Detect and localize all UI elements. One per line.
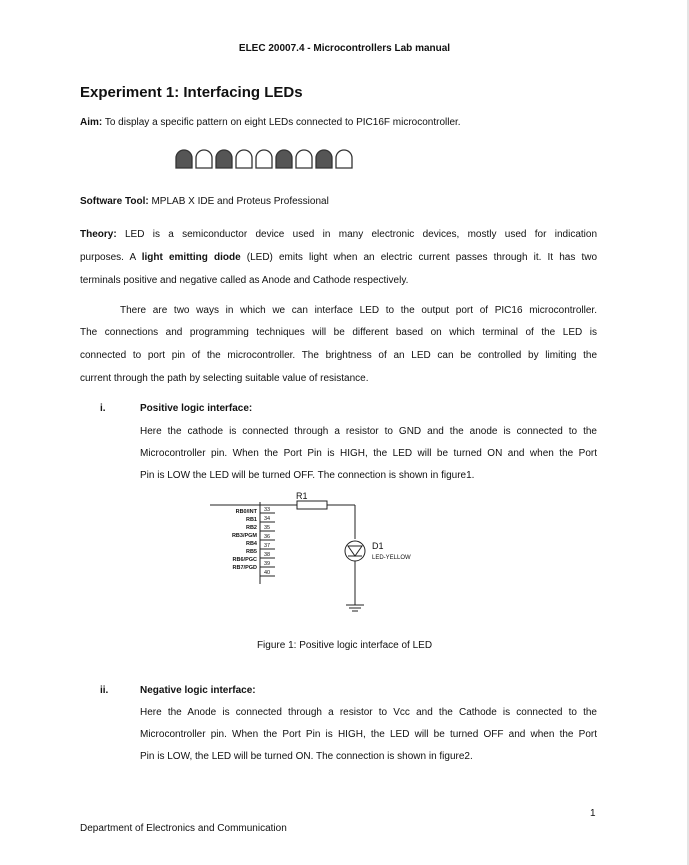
led-icon <box>336 150 352 168</box>
aim-label: Aim: <box>80 117 103 128</box>
figure-caption: Figure 1: Positive logic interface of LED <box>256 640 433 651</box>
aim-line <box>80 117 461 128</box>
item1-line-3: Pin is LOW the LED will be turned OFF. The connection is shown in figure1. <box>140 470 475 481</box>
led-icon <box>316 150 332 168</box>
software-text: MPLAB X IDE and Proteus Professional <box>148 196 329 207</box>
pin-number: 35 <box>264 525 271 531</box>
item2-line-2: Microcontroller pin. When the Port Pin is HIGH, the LED will be turned OFF and when the Port <box>140 729 597 740</box>
para2-line-4: current through the path by selecting suitable value of resistance. <box>80 373 369 384</box>
resistor-icon <box>297 501 327 509</box>
theory-line-2 <box>80 252 597 263</box>
para2-line-3: connected to port pin of the microcontroller. The brightness of an LED can be controlled by limiting the <box>80 350 597 361</box>
page-title: Experiment 1: Interfacing LEDs <box>80 84 303 101</box>
item2-number: ii. <box>100 685 109 696</box>
pin-number: 34 <box>264 516 271 522</box>
item1-line-2: Microcontroller pin. When the Port Pin is HIGH, the LED will be turned ON and when the Port <box>140 448 597 459</box>
pin-name: RB1 <box>245 517 257 523</box>
pin-number: 40 <box>264 570 271 576</box>
item2-line-3: Pin is LOW, the LED will be turned ON. The connection is shown in figure2. <box>140 751 473 762</box>
resistor-label: R1 <box>296 491 308 501</box>
item1-heading: Positive logic interface: <box>140 403 253 414</box>
theory-bold-term: light emitting diode <box>141 252 241 263</box>
pin-name: RB4 <box>245 541 257 547</box>
para2-line-2: The connections and programming techniques will be different based on which terminal of the LED is <box>80 327 597 338</box>
circuit-schematic <box>200 491 411 617</box>
theory-text-2a: purposes. A <box>80 252 142 263</box>
theory-line-3: terminals positive and negative called as Anode and Cathode respectively. <box>80 275 409 286</box>
page-header: ELEC 20007.4 - Microcontrollers Lab manual <box>238 43 451 54</box>
theory-text-1: LED is a semiconductor device used in many electronic devices, mostly used for indication <box>116 229 597 240</box>
diode-type-label: LED-YELLOW <box>372 555 411 561</box>
pin-name: RB5 <box>245 549 257 555</box>
led-icon <box>276 150 292 168</box>
pin-number: 36 <box>264 534 271 540</box>
pin-name: RB0/INT <box>235 509 257 515</box>
pin-number: 39 <box>264 561 271 567</box>
item1-number: i. <box>100 403 106 414</box>
pin-number: 37 <box>264 543 271 549</box>
led-icon <box>176 150 192 168</box>
item1-line-1: Here the cathode is connected through a resistor to GND and the anode is connected to the <box>140 426 597 437</box>
led-row-icon <box>174 148 354 172</box>
pin-name: RB6/PGC <box>232 557 257 563</box>
led-icon <box>296 150 312 168</box>
page-number: 1 <box>590 808 596 819</box>
pin-name: RB2 <box>245 525 257 531</box>
theory-line-1 <box>80 229 597 240</box>
theory-text-2b: (LED) emits light when an electric current passes through it. It has two <box>240 252 598 263</box>
pin-name: RB3/PGM <box>231 533 257 539</box>
diode-label: D1 <box>372 541 384 551</box>
item2-heading: Negative logic interface: <box>140 685 256 696</box>
pin-name: RB7/PGD <box>232 565 257 571</box>
software-line <box>80 196 329 207</box>
page-footer: Department of Electronics and Communication <box>80 823 287 834</box>
software-label: Software Tool: <box>80 196 149 207</box>
para2-line-1: There are two ways in which we can interface LED to the output port of PIC16 microcontroller. <box>120 305 597 316</box>
aim-text: To display a specific pattern on eight LEDs connected to PIC16F microcontroller. <box>102 117 461 128</box>
led-icon <box>256 150 272 168</box>
led-icon <box>216 150 232 168</box>
led-icon <box>236 150 252 168</box>
led-row-graphic <box>176 150 352 168</box>
theory-label: Theory: <box>80 229 117 240</box>
item2-line-1: Here the Anode is connected through a resistor to Vcc and the Cathode is connected to the <box>140 707 597 718</box>
led-icon <box>196 150 212 168</box>
pin-number: 33 <box>264 507 271 513</box>
pin-number: 38 <box>264 552 271 558</box>
